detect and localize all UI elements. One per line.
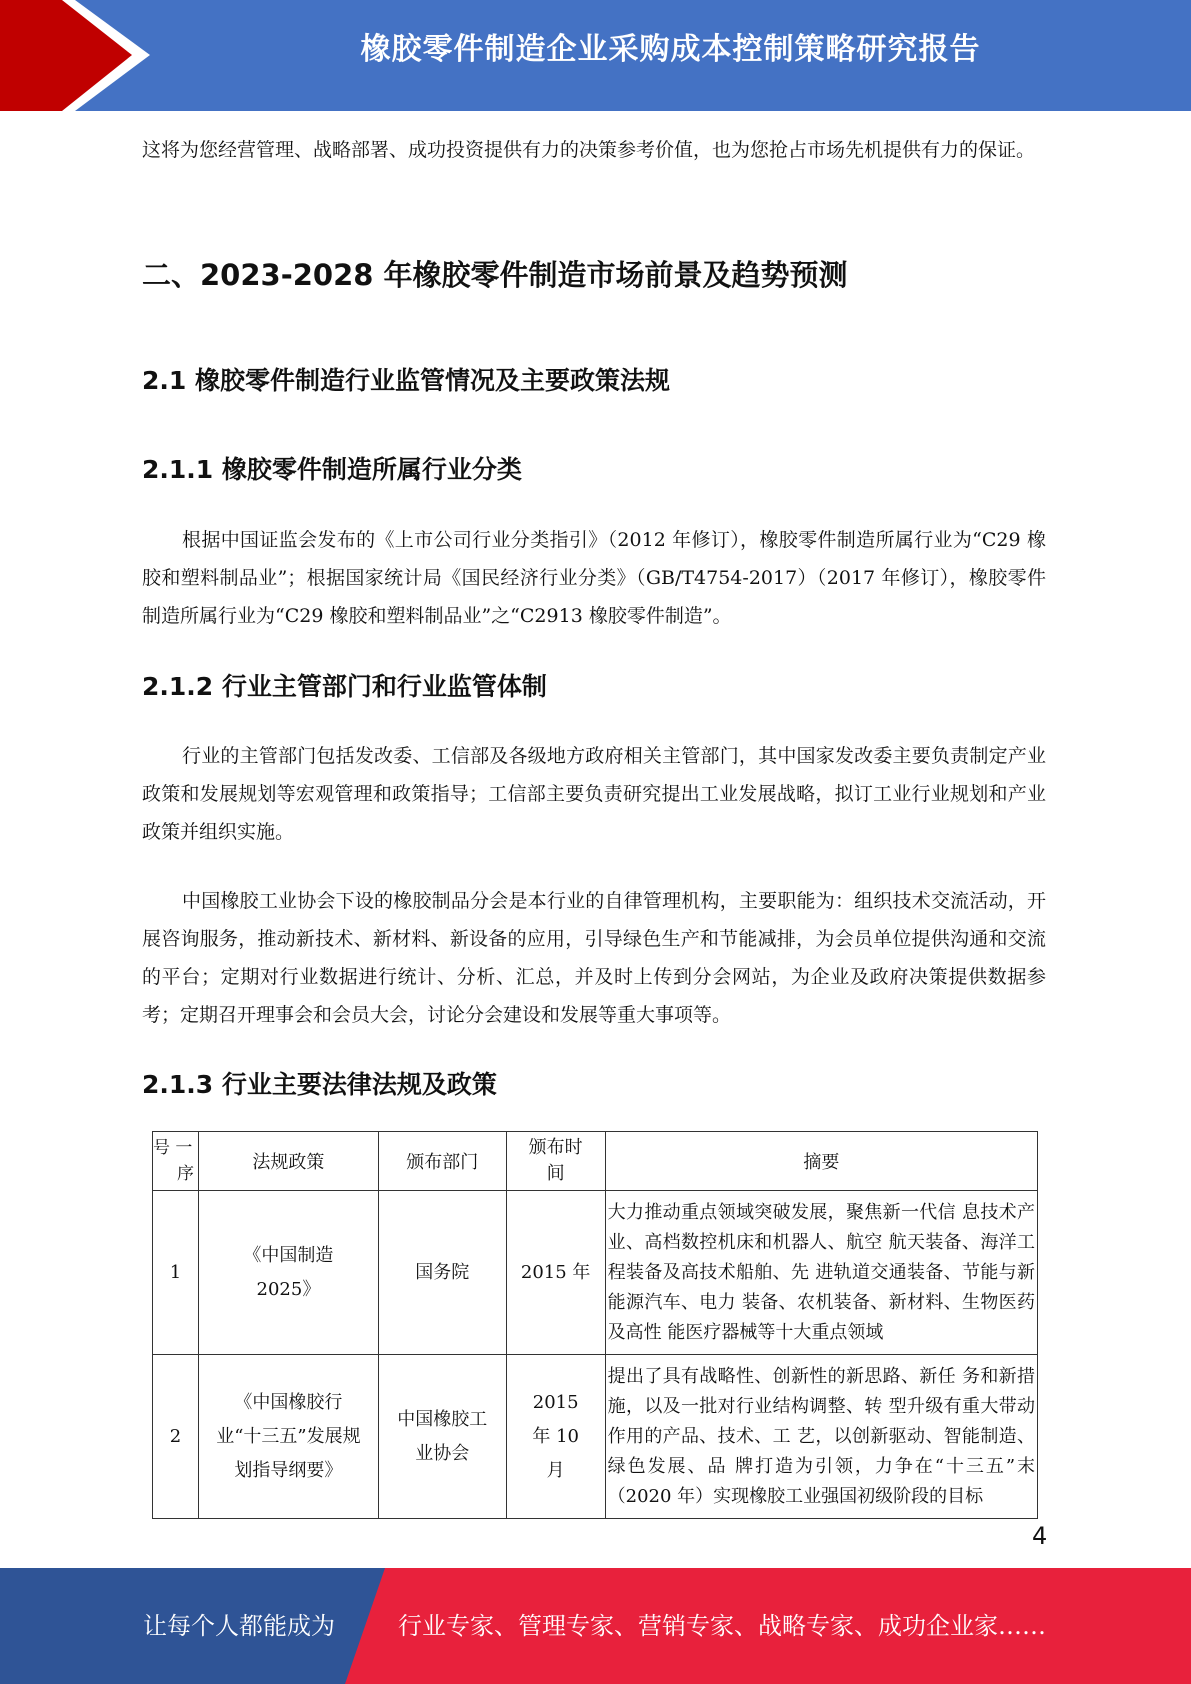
section-2-1-2-title: 2.1.2 行业主管部门和行业监管体制: [142, 672, 547, 701]
section-2-title: 二、2023-2028 年橡胶零件制造市场前景及趋势预测: [142, 258, 848, 292]
section-2-1-title: 2.1 橡胶零件制造行业监管情况及主要政策法规: [142, 366, 670, 395]
section-2-1-1-body: [142, 521, 1046, 635]
row-1-dept: 国务院: [378, 1191, 506, 1355]
header-seq-bottom: 序: [176, 1164, 194, 1184]
header-dept: 颁布部门: [378, 1132, 506, 1191]
section-2-1-3-title: 2.1.3 行业主要法律法规及政策: [142, 1070, 497, 1099]
footer-slogan-right: 行业专家、管理专家、营销专家、战略专家、成功企业家……: [398, 1612, 1046, 1640]
row-2-policy: 《中国橡胶行业“十三五”发展规划指导纲要》: [198, 1355, 378, 1519]
section-2-1-2-body-1: [142, 737, 1046, 851]
header-time: 颁布时间: [506, 1132, 605, 1191]
row-1-summary: 大力推动重点领域突破发展，聚焦新一代信 息技术产业、高档数控机床和机器人、航空 航天装备、海洋工程装备及高技术船舶、先 进轨道交通装备、节能与新能源汽车、电力 装备、农机装备、新材料、生物医药及高性 能医疗器械等十大重点领域: [605, 1191, 1037, 1355]
row-2-summary: 提出了具有战略性、创新性的新思路、新任 务和新措施，以及一批对行业结构调整、转 型升级有重大带动作用的产品、技术、工 艺，以创新驱动、智能制造、绿色发展、品 牌打造为引领，力争在“十三五”末（2020 年）实现橡胶工业强国初级阶段的目标: [605, 1355, 1037, 1519]
section-2-1-1-paragraph: 根据中国证监会发布的《上市公司行业分类指引》（2012 年修订），橡胶零件制造所属行业为“C29 橡胶和塑料制品业”；根据国家统计局《国民经济行业分类》（GB/T4754-2017）（2017 年修订），橡胶零件制造所属行业为“C29 橡胶和塑料制品业”之“C2913 橡胶零件制造”。: [142, 529, 1046, 627]
page-footer: [0, 1568, 1191, 1684]
table-header-row: [153, 1132, 1038, 1191]
row-2-dept: 中国橡胶工业协会: [378, 1355, 506, 1519]
header-seq-top: 号 一: [153, 1138, 193, 1158]
section-2-1-1-title: 2.1.1 橡胶零件制造所属行业分类: [142, 455, 522, 484]
page-number: 4: [1032, 1522, 1048, 1550]
section-2-1-2-paragraph-2: 中国橡胶工业协会下设的橡胶制品分会是本行业的自律管理机构，主要职能为：组织技术交流活动，开展咨询服务，推动新技术、新材料、新设备的应用，引导绿色生产和节能减排，为会员单位提供沟通和交流的平台；定期对行业数据进行统计、分析、汇总，并及时上传到分会网站，为企业及政府决策提供数据参考；定期召开理事会和会员大会，讨论分会建设和发展等重大事项等。: [142, 890, 1046, 1026]
intro-block: [142, 131, 1046, 169]
row-1-policy: 《中国制造2025》: [198, 1191, 378, 1355]
header-title: 橡胶零件制造企业采购成本控制策略研究报告: [360, 32, 981, 67]
page-header: [0, 0, 1191, 111]
table-row: [153, 1355, 1038, 1519]
header-policy: 法规政策: [198, 1132, 378, 1191]
intro-paragraph: 这将为您经营管理、战略部署、成功投资提供有力的决策参考价值，也为您抢占市场先机提供有力的保证。: [142, 139, 1036, 161]
section-2-1-2-body-2: [142, 882, 1046, 1034]
table-row: [153, 1191, 1038, 1355]
row-1-time: 2015 年: [506, 1191, 605, 1355]
header-seq: [153, 1132, 199, 1191]
row-1-no: 1: [153, 1191, 199, 1355]
section-2-1-2-paragraph-1: 行业的主管部门包括发改委、工信部及各级地方政府相关主管部门，其中国家发改委主要负责制定产业政策和发展规划等宏观管理和政策指导；工信部主要负责研究提出工业发展战略，拟订工业行业规划和产业政策并组织实施。: [142, 745, 1046, 843]
header-summary: 摘要: [605, 1132, 1037, 1191]
policy-table: [152, 1131, 1038, 1519]
footer-slogan-left: 让每个人都能成为: [143, 1612, 335, 1640]
row-2-time: 2015 年 10月: [506, 1355, 605, 1519]
row-2-no: 2: [153, 1355, 199, 1519]
